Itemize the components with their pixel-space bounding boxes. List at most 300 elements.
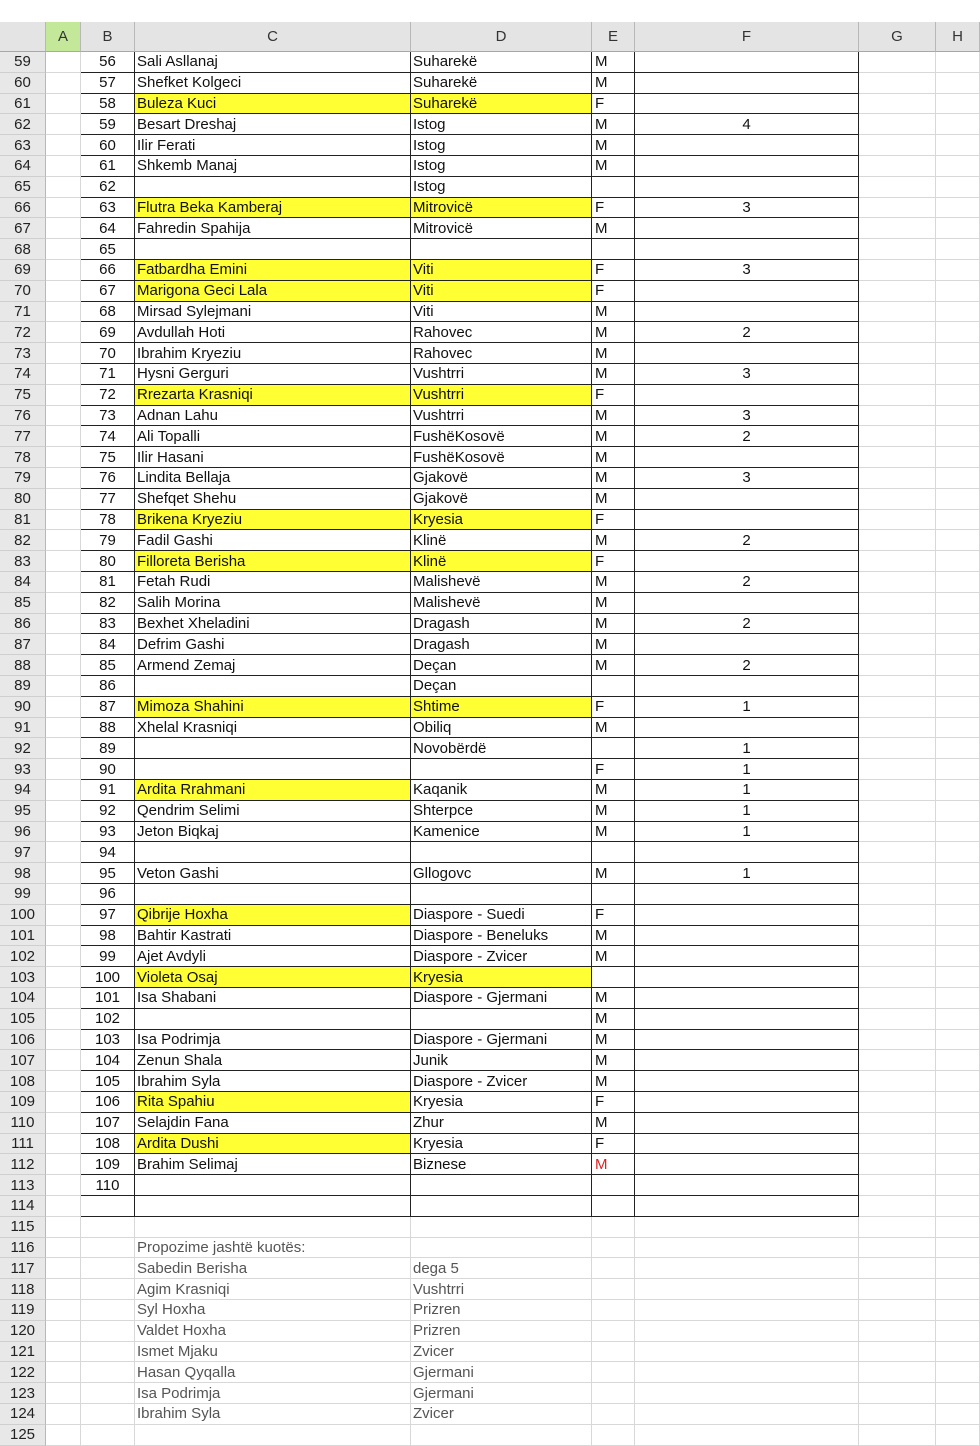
cell-d[interactable]: Kryesia [411,510,592,531]
cell-b[interactable]: 102 [81,1009,135,1030]
cell-c[interactable]: Adnan Lahu [135,406,411,427]
cell-b[interactable]: 65 [81,239,135,260]
cell-g[interactable] [859,94,936,115]
cell-b[interactable]: 56 [81,52,135,73]
cell-b[interactable]: 93 [81,822,135,843]
cell-a[interactable] [46,1342,81,1363]
cell-e[interactable]: M [592,822,635,843]
cell-d[interactable]: Suharekë [411,94,592,115]
cell-h[interactable] [936,572,980,593]
cell-e[interactable]: M [592,52,635,73]
cell-d[interactable]: Deçan [411,676,592,697]
cell-b[interactable] [81,1362,135,1383]
cell-c[interactable]: Ibrahim Syla [135,1071,411,1092]
cell-a[interactable] [46,73,81,94]
cell-d[interactable]: Gllogovc [411,863,592,884]
cell-e[interactable]: M [592,322,635,343]
cell-h[interactable] [936,135,980,156]
row-header[interactable]: 98 [0,863,46,884]
cell-g[interactable] [859,697,936,718]
cell-h[interactable] [936,1404,980,1425]
cell-a[interactable] [46,177,81,198]
cell-d[interactable] [411,1425,592,1446]
row-header[interactable]: 123 [0,1383,46,1404]
cell-f[interactable] [635,218,859,239]
cell-b[interactable] [81,1258,135,1279]
cell-h[interactable] [936,967,980,988]
cell-e[interactable] [592,1279,635,1300]
cell-a[interactable] [46,572,81,593]
cell-b[interactable]: 57 [81,73,135,94]
cell-e[interactable]: M [592,302,635,323]
cell-g[interactable] [859,1175,936,1196]
cell-e[interactable]: M [592,801,635,822]
cell-h[interactable] [936,946,980,967]
cell-c[interactable]: Flutra Beka Kamberaj [135,198,411,219]
cell-e[interactable]: M [592,218,635,239]
cell-c[interactable]: Marigona Geci Lala [135,281,411,302]
cell-c[interactable]: Fadil Gashi [135,530,411,551]
select-all-corner[interactable] [0,22,46,52]
cell-f[interactable]: 1 [635,822,859,843]
cell-b[interactable]: 73 [81,406,135,427]
cell-b[interactable]: 90 [81,759,135,780]
row-header[interactable]: 59 [0,52,46,73]
cell-g[interactable] [859,364,936,385]
cell-a[interactable] [46,260,81,281]
cell-g[interactable] [859,468,936,489]
cell-g[interactable] [859,1196,936,1217]
cell-b[interactable]: 103 [81,1030,135,1051]
cell-e[interactable]: M [592,73,635,94]
cell-g[interactable] [859,614,936,635]
cell-e[interactable]: F [592,1092,635,1113]
row-header[interactable]: 69 [0,260,46,281]
row-header[interactable]: 112 [0,1154,46,1175]
cell-h[interactable] [936,260,980,281]
row-header[interactable]: 67 [0,218,46,239]
cell-b[interactable]: 108 [81,1134,135,1155]
cell-g[interactable] [859,177,936,198]
cell-h[interactable] [936,1383,980,1404]
cell-e[interactable]: M [592,946,635,967]
cell-g[interactable] [859,759,936,780]
cell-c[interactable]: Fatbardha Emini [135,260,411,281]
cell-c[interactable]: Rita Spahiu [135,1092,411,1113]
row-header[interactable]: 107 [0,1050,46,1071]
cell-d[interactable]: Dragash [411,614,592,635]
cell-a[interactable] [46,655,81,676]
row-header[interactable]: 65 [0,177,46,198]
cell-c[interactable]: Ardita Dushi [135,1134,411,1155]
cell-h[interactable] [936,1175,980,1196]
cell-h[interactable] [936,738,980,759]
cell-d[interactable] [411,1238,592,1259]
row-header[interactable]: 61 [0,94,46,115]
cell-c[interactable]: Shkemb Manaj [135,156,411,177]
cell-f[interactable] [635,718,859,739]
cell-b[interactable]: 100 [81,967,135,988]
cell-h[interactable] [936,1238,980,1259]
cell-f[interactable] [635,1217,859,1238]
cell-h[interactable] [936,1342,980,1363]
cell-b[interactable]: 81 [81,572,135,593]
cell-d[interactable]: Prizren [411,1300,592,1321]
cell-f[interactable]: 3 [635,198,859,219]
cell-c[interactable] [135,1217,411,1238]
cell-h[interactable] [936,489,980,510]
cell-b[interactable]: 98 [81,926,135,947]
cell-d[interactable]: Shtime [411,697,592,718]
cell-h[interactable] [936,1050,980,1071]
cell-d[interactable] [411,759,592,780]
cell-c[interactable]: Salih Morina [135,593,411,614]
cell-h[interactable] [936,198,980,219]
row-header[interactable]: 68 [0,239,46,260]
cell-g[interactable] [859,884,936,905]
cell-c[interactable]: Sali Asllanaj [135,52,411,73]
cell-a[interactable] [46,1300,81,1321]
cell-a[interactable] [46,738,81,759]
cell-g[interactable] [859,406,936,427]
row-header[interactable]: 96 [0,822,46,843]
row-header[interactable]: 102 [0,946,46,967]
cell-f[interactable] [635,967,859,988]
cell-f[interactable] [635,385,859,406]
cell-h[interactable] [936,156,980,177]
cell-b[interactable]: 76 [81,468,135,489]
cell-e[interactable]: M [592,614,635,635]
cell-a[interactable] [46,1425,81,1446]
cell-h[interactable] [936,863,980,884]
cell-a[interactable] [46,718,81,739]
cell-e[interactable]: F [592,385,635,406]
cell-b[interactable]: 71 [81,364,135,385]
cell-a[interactable] [46,343,81,364]
column-header-h[interactable]: H [936,22,980,52]
row-header[interactable]: 103 [0,967,46,988]
cell-b[interactable]: 60 [81,135,135,156]
cell-d[interactable]: Gjakovë [411,468,592,489]
cell-g[interactable] [859,946,936,967]
cell-b[interactable]: 106 [81,1092,135,1113]
cell-e[interactable]: F [592,1134,635,1155]
cell-h[interactable] [936,1362,980,1383]
cell-a[interactable] [46,967,81,988]
cell-g[interactable] [859,1134,936,1155]
cell-a[interactable] [46,593,81,614]
cell-a[interactable] [46,1030,81,1051]
cell-d[interactable] [411,1009,592,1030]
cell-c[interactable] [135,738,411,759]
cell-f[interactable]: 3 [635,364,859,385]
cell-h[interactable] [936,468,980,489]
row-header[interactable]: 115 [0,1217,46,1238]
cell-a[interactable] [46,281,81,302]
cell-c[interactable]: Ajet Avdyli [135,946,411,967]
cell-c[interactable]: Defrim Gashi [135,634,411,655]
cell-b[interactable]: 109 [81,1154,135,1175]
cell-a[interactable] [46,156,81,177]
cell-a[interactable] [46,114,81,135]
cell-a[interactable] [46,322,81,343]
cell-b[interactable]: 84 [81,634,135,655]
cell-d[interactable]: FushëKosovë [411,426,592,447]
cell-d[interactable]: FushëKosovë [411,447,592,468]
cell-b[interactable]: 70 [81,343,135,364]
row-header[interactable]: 88 [0,655,46,676]
cell-a[interactable] [46,426,81,447]
cell-b[interactable] [81,1196,135,1217]
cell-b[interactable]: 79 [81,530,135,551]
cell-e[interactable]: F [592,260,635,281]
cell-d[interactable]: Gjermani [411,1383,592,1404]
cell-f[interactable] [635,1196,859,1217]
row-header[interactable]: 71 [0,302,46,323]
cell-g[interactable] [859,510,936,531]
cell-f[interactable]: 1 [635,780,859,801]
cell-g[interactable] [859,1300,936,1321]
cell-c[interactable]: Hasan Qyqalla [135,1362,411,1383]
cell-g[interactable] [859,1321,936,1342]
cell-e[interactable]: M [592,634,635,655]
cell-c[interactable]: Violeta Osaj [135,967,411,988]
cell-e[interactable]: M [592,655,635,676]
row-header[interactable]: 87 [0,634,46,655]
cell-c[interactable] [135,1175,411,1196]
cell-g[interactable] [859,1009,936,1030]
cell-c[interactable]: Isa Podrimja [135,1030,411,1051]
cell-h[interactable] [936,1009,980,1030]
cell-a[interactable] [46,1362,81,1383]
cell-f[interactable] [635,1009,859,1030]
cell-a[interactable] [46,135,81,156]
cell-a[interactable] [46,863,81,884]
cell-a[interactable] [46,551,81,572]
cell-e[interactable]: M [592,114,635,135]
cell-a[interactable] [46,1134,81,1155]
cell-f[interactable] [635,634,859,655]
cell-e[interactable]: F [592,697,635,718]
cell-e[interactable]: F [592,94,635,115]
cell-g[interactable] [859,302,936,323]
cell-a[interactable] [46,676,81,697]
cell-f[interactable] [635,1050,859,1071]
cell-e[interactable]: M [592,364,635,385]
cell-a[interactable] [46,447,81,468]
cell-g[interactable] [859,1217,936,1238]
cell-h[interactable] [936,94,980,115]
cell-d[interactable]: Suharekë [411,52,592,73]
cell-d[interactable]: Rahovec [411,322,592,343]
cell-a[interactable] [46,302,81,323]
cell-h[interactable] [936,697,980,718]
cell-g[interactable] [859,718,936,739]
cell-d[interactable]: Zhur [411,1113,592,1134]
cell-c[interactable]: Jeton Biqkaj [135,822,411,843]
cell-c[interactable]: Xhelal Krasniqi [135,718,411,739]
cell-a[interactable] [46,1009,81,1030]
cell-d[interactable]: Gjermani [411,1362,592,1383]
cell-b[interactable]: 110 [81,1175,135,1196]
cell-a[interactable] [46,926,81,947]
row-header[interactable]: 118 [0,1279,46,1300]
cell-e[interactable]: F [592,198,635,219]
row-header[interactable]: 75 [0,385,46,406]
cell-h[interactable] [936,1196,980,1217]
row-header[interactable]: 77 [0,426,46,447]
row-header[interactable]: 81 [0,510,46,531]
cell-d[interactable] [411,842,592,863]
cell-f[interactable]: 2 [635,426,859,447]
cell-a[interactable] [46,1092,81,1113]
cell-g[interactable] [859,198,936,219]
cell-h[interactable] [936,1113,980,1134]
row-header[interactable]: 84 [0,572,46,593]
cell-f[interactable]: 1 [635,738,859,759]
cell-d[interactable] [411,1217,592,1238]
cell-f[interactable]: 2 [635,530,859,551]
cell-b[interactable] [81,1238,135,1259]
cell-c[interactable]: Sabedin Berisha [135,1258,411,1279]
cell-f[interactable] [635,1175,859,1196]
cell-d[interactable]: Rahovec [411,343,592,364]
cell-d[interactable]: Vushtrri [411,364,592,385]
cell-e[interactable]: M [592,863,635,884]
cell-a[interactable] [46,1154,81,1175]
cell-c[interactable]: Rrezarta Krasniqi [135,385,411,406]
cell-b[interactable]: 99 [81,946,135,967]
cell-b[interactable] [81,1217,135,1238]
row-header[interactable]: 101 [0,926,46,947]
cell-g[interactable] [859,1030,936,1051]
row-header[interactable]: 114 [0,1196,46,1217]
cell-g[interactable] [859,385,936,406]
cell-a[interactable] [46,52,81,73]
cell-e[interactable]: M [592,426,635,447]
cell-b[interactable]: 74 [81,426,135,447]
cell-g[interactable] [859,281,936,302]
cell-a[interactable] [46,822,81,843]
row-header[interactable]: 80 [0,489,46,510]
cell-d[interactable]: Diaspore - Zvicer [411,1071,592,1092]
cell-h[interactable] [936,801,980,822]
row-header[interactable]: 76 [0,406,46,427]
cell-a[interactable] [46,1196,81,1217]
cell-b[interactable] [81,1300,135,1321]
cell-b[interactable]: 63 [81,198,135,219]
cell-c[interactable]: Propozime jashtë kuotës: [135,1238,411,1259]
cell-h[interactable] [936,905,980,926]
row-header[interactable]: 60 [0,73,46,94]
cell-a[interactable] [46,385,81,406]
row-header[interactable]: 74 [0,364,46,385]
cell-b[interactable]: 91 [81,780,135,801]
cell-e[interactable] [592,884,635,905]
cell-e[interactable]: M [592,489,635,510]
cell-e[interactable] [592,239,635,260]
cell-d[interactable] [411,239,592,260]
row-header[interactable]: 99 [0,884,46,905]
cell-f[interactable] [635,239,859,260]
cell-c[interactable]: Ilir Hasani [135,447,411,468]
cell-g[interactable] [859,988,936,1009]
row-header[interactable]: 85 [0,593,46,614]
cell-b[interactable] [81,1321,135,1342]
cell-f[interactable] [635,1154,859,1175]
cell-b[interactable] [81,1404,135,1425]
cell-g[interactable] [859,73,936,94]
cell-h[interactable] [936,718,980,739]
cell-c[interactable] [135,842,411,863]
cell-a[interactable] [46,842,81,863]
cell-a[interactable] [46,1279,81,1300]
cell-a[interactable] [46,198,81,219]
cell-h[interactable] [936,822,980,843]
cell-d[interactable]: Zvicer [411,1404,592,1425]
cell-d[interactable]: Diaspore - Gjermani [411,1030,592,1051]
cell-h[interactable] [936,364,980,385]
cell-a[interactable] [46,489,81,510]
cell-c[interactable]: Ilir Ferati [135,135,411,156]
cell-d[interactable]: Prizren [411,1321,592,1342]
cell-c[interactable]: Buleza Kuci [135,94,411,115]
cell-f[interactable] [635,1404,859,1425]
cell-d[interactable]: Shterpce [411,801,592,822]
cell-b[interactable]: 68 [81,302,135,323]
cell-e[interactable] [592,738,635,759]
row-header[interactable]: 89 [0,676,46,697]
cell-g[interactable] [859,1362,936,1383]
row-header[interactable]: 111 [0,1134,46,1155]
cell-f[interactable] [635,177,859,198]
cell-a[interactable] [46,510,81,531]
cell-h[interactable] [936,447,980,468]
cell-a[interactable] [46,239,81,260]
cell-g[interactable] [859,1113,936,1134]
row-header[interactable]: 104 [0,988,46,1009]
cell-c[interactable]: Brahim Selimaj [135,1154,411,1175]
cell-a[interactable] [46,1217,81,1238]
cell-b[interactable]: 96 [81,884,135,905]
cell-f[interactable] [635,842,859,863]
cell-g[interactable] [859,447,936,468]
cell-b[interactable]: 94 [81,842,135,863]
cell-c[interactable]: Filloreta Berisha [135,551,411,572]
cell-g[interactable] [859,822,936,843]
cell-e[interactable] [592,177,635,198]
cell-e[interactable] [592,1321,635,1342]
cell-b[interactable]: 85 [81,655,135,676]
cell-b[interactable]: 82 [81,593,135,614]
cell-c[interactable]: Ibrahim Syla [135,1404,411,1425]
cell-d[interactable]: Klinë [411,530,592,551]
cell-h[interactable] [936,655,980,676]
cell-e[interactable] [592,1383,635,1404]
cell-g[interactable] [859,1071,936,1092]
cell-c[interactable] [135,177,411,198]
cell-e[interactable]: M [592,447,635,468]
cell-h[interactable] [936,302,980,323]
cell-e[interactable]: F [592,905,635,926]
cell-f[interactable] [635,884,859,905]
cell-h[interactable] [936,426,980,447]
cell-c[interactable]: Ibrahim Kryeziu [135,343,411,364]
cell-g[interactable] [859,1425,936,1446]
cell-c[interactable]: Isa Shabani [135,988,411,1009]
cell-d[interactable]: Diaspore - Suedi [411,905,592,926]
cell-g[interactable] [859,1238,936,1259]
